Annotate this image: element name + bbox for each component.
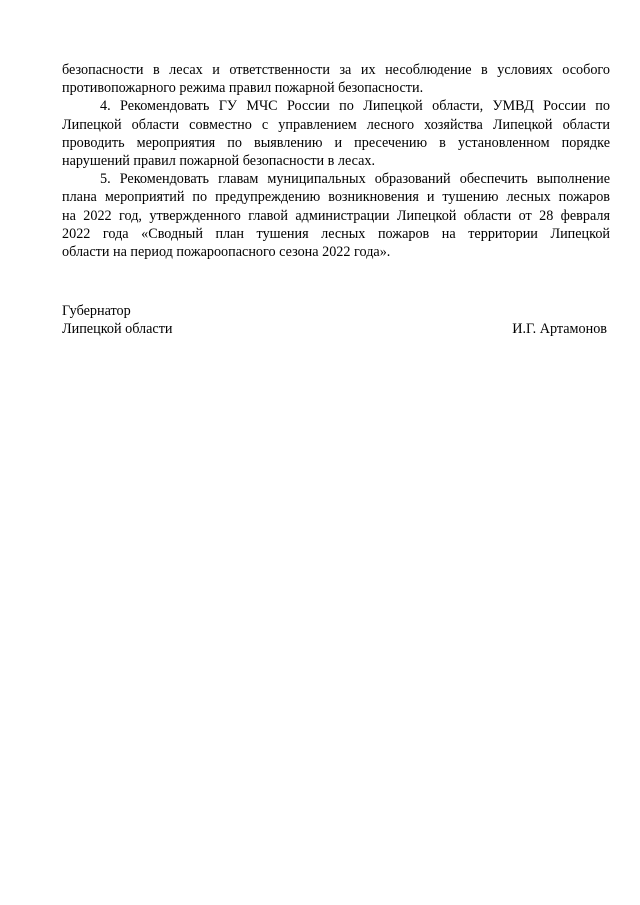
paragraph-5-line-2: плана мероприятий по предупреждению возникновения и тушению лесных пожаров — [62, 189, 610, 206]
paragraph-4-line-3: проводить мероприятия по выявлению и пресечению в установленном порядке — [62, 134, 610, 151]
paragraph-4-line-2: Липецкой области совместно с управлением лесного хозяйства Липецкой области — [62, 116, 610, 133]
signatory-name: И.Г. Артамонов — [512, 321, 607, 338]
paragraph-5-line-1: 5. Рекомендовать главам муниципальных образований обеспечить выполнение — [100, 171, 610, 188]
body-line-1: безопасности в лесах и ответственности за их несоблюдение в условиях особого — [62, 62, 610, 78]
paragraph-5-line-5: области на период пожароопасного сезона 2022 года». — [62, 244, 391, 261]
document-body — [62, 61, 610, 261]
paragraph-4-line-4: нарушений правил пожарной безопасности в лесах. — [62, 153, 376, 170]
paragraph-4-line-1: 4. Рекомендовать ГУ МЧС России по Липецкой области, УМВД России по — [100, 98, 610, 115]
paragraph-5-line-3: на 2022 год, утвержденного главой администрации Липецкой области от 28 февраля — [62, 207, 610, 224]
signature-row-2 — [62, 320, 607, 338]
signature-row-1 — [62, 302, 607, 320]
paragraph-5-line-4: 2022 года «Сводный план тушения лесных пожаров на территории Липецкой — [62, 225, 610, 242]
signature-position-line-1: Губернатор — [62, 303, 131, 319]
signature-position-line-2: Липецкой области — [62, 321, 173, 338]
body-line-2: противопожарного режима правил пожарной безопасности. — [62, 80, 424, 97]
signature-block — [62, 302, 607, 338]
